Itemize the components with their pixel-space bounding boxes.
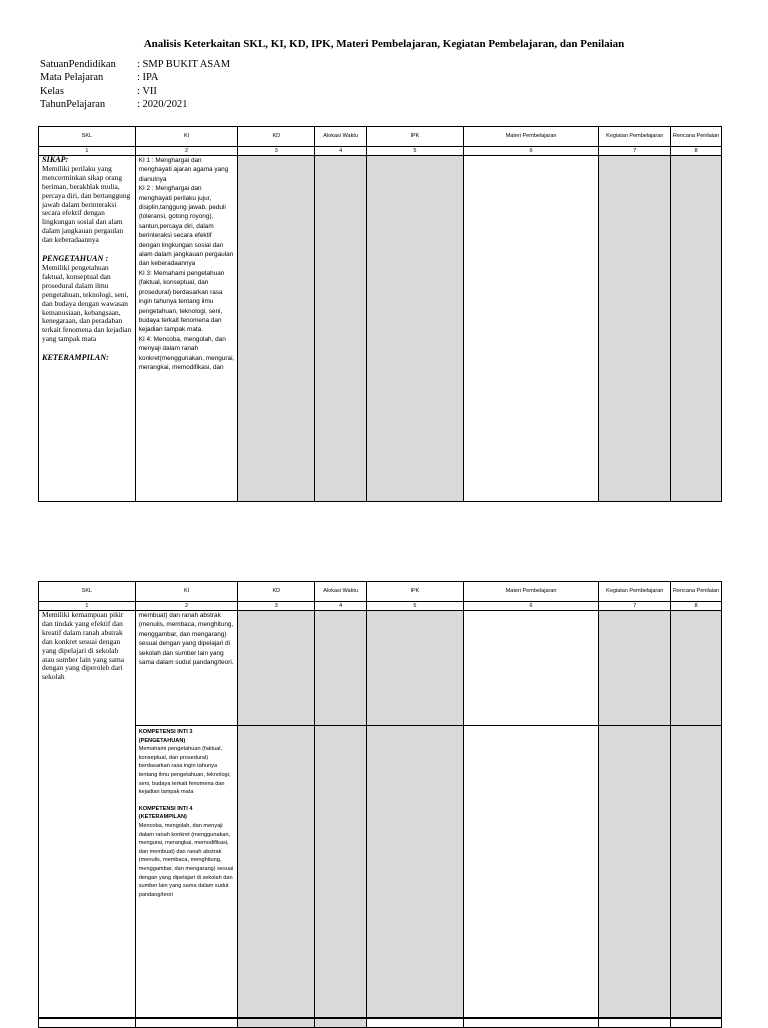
ki-competencies [136,727,238,900]
skl-pengetahuan-heading: PENGETAHUAN : [42,254,109,264]
meta-value: : IPA [137,72,159,84]
skl-cell [39,611,136,1017]
meta-row-satuan [40,58,230,71]
meta-value: : SMP BUKIT ASAM [137,59,231,70]
meta-row-tahun [40,98,230,111]
column-number: 5 [367,602,464,610]
header-kegiatan: Kegiatan Pembelajaran [599,127,671,146]
header-alokasi: Alokasi Waktu [315,582,367,601]
skl-sikap-text: Memiliki perilaku yang mencerminkan sikap orang beriman, berakhlak mulia, percaya diri, dan bertanggung jawab dalam berinteraksi secara efektif dengan lingkungan sosial dan alam dalam jangkauan pergaulan dan keberadaannya [42,163,131,245]
column-number: 6 [464,602,600,610]
meta-label: Mata Pelajaran [40,72,104,84]
alokasi-cell [315,156,367,501]
analysis-table-1 [38,126,722,502]
column-number: 1 [39,147,136,155]
ki3-text: KI 3: Memahami pengetahuan (faktual, konseptual, dan prosedural) berdasarkan rasa ingin tahunya tentang ilmu pengetahuan, teknologi, seni, budaya terkait fenomena dan kejadian tampak mata. [138,269,225,334]
header-kd: KD [238,127,315,146]
skl-text [39,611,135,682]
header-skl: SKL [39,582,136,601]
column-number: 7 [599,147,671,155]
header-ki: KI [136,582,239,601]
ki-cell [136,156,239,501]
table-row [38,156,722,502]
column-number: 8 [694,148,698,154]
header-materi: Materi Pembelajaran [464,582,600,601]
meta-row-kelas [40,85,230,98]
column-number: 7 [599,602,671,610]
meta-row-mapel [40,71,230,84]
document-title: Analisis Keterkaitan SKL, KI, KD, IPK, Materi Pembelajaran, Kegiatan Pembelajaran, dan Penilaian [143,38,625,50]
column-number: 8 [694,603,698,609]
column-number: 5 [367,147,464,155]
header-penilaian: Rencana Penilaian [673,133,720,139]
ki4-text: KI 4: Mencoba, mengolah, dan menyaji dalam ranah konkret(menggunakan, mengurai, merangkai, memodifikasi, dan [138,335,235,371]
ki3-text: Memahami pengetahuan (faktual, konseptual, dan prosedural) berdasarkan rasa ingin tahunya tentang ilmu pengetahuan, teknologi, seni, budaya terkait fenomena dan kejadian tampak mata [138,746,231,796]
column-number: 3 [238,147,315,155]
kd-cell [238,611,315,1017]
header-kegiatan: Kegiatan Pembelajaran [599,582,671,601]
header-materi: Materi Pembelajaran [464,127,600,146]
column-number: 3 [238,602,315,610]
skl-pengetahuan-text: Memiliki pengetahuan faktual, konseptual dan prosedural dalam ilmu pengetahuan, teknologi, seni, dan budaya dengan wawasan kemanusiaan, kebangsaan, kenegaraan, dan peradaban terkait fenomena dan kejadian yang tampak mata [42,262,132,344]
header-kd: KD [238,582,315,601]
materi-cell [464,611,600,1017]
column-number: 4 [315,147,367,155]
skl-text [39,156,135,363]
materi-cell [464,156,600,501]
table-header [38,126,722,147]
penilaian-cell [671,611,721,1017]
skl-cell [39,156,136,501]
meta-label: SatuanPendidikan [40,59,116,70]
ki4-text: Mencoba, mengolah, dan menyaji dalam ranah konkret (menggunakan, mengurai, merangkai, memodifikasi, dan membuat) dan ranah abstrak (menulis, membaca, menghitung, menggambar, dan mengarang) sesuai dengan yang dipelajari di sekolah dan sumber lain yang sama dalam sudut pandang/teori [138,822,234,898]
penilaian-cell [671,156,721,501]
header-ki: KI [136,127,239,146]
ki3-heading: KOMPETENSI INTI 3 (PENGETAHUAN) [138,729,193,744]
ki4-heading: KOMPETENSI INTI 4 (KETERAMPILAN) [138,805,193,821]
table-number-row [38,147,722,156]
header-alokasi: Alokasi Waktu [315,127,367,146]
document-meta [40,58,230,111]
column-number: 4 [315,602,367,610]
skl-sikap-heading: SIKAP: [42,156,69,164]
header-penilaian: Rencana Penilaian [673,588,720,594]
ki1-text: KI 1 : Menghargai dan menghayati ajaran agama yang dianutnya [138,157,229,183]
ki-cell [136,611,239,1017]
meta-value: : VII [137,85,157,97]
analysis-table-2 [38,581,722,1018]
table-number-row [38,602,722,611]
header-ipk: IPK [367,582,464,601]
alokasi-cell [315,611,367,1017]
column-number: 1 [39,602,136,610]
meta-value: : 2020/2021 [137,98,188,110]
ipk-cell [367,156,464,501]
table-row-cutoff [38,1018,722,1028]
table-header [38,581,722,602]
column-number: 2 [136,602,239,610]
column-number: 2 [136,147,239,155]
skl-keterampilan-heading: KETERAMPILAN: [42,353,109,363]
skl-keterampilan-text: Memiliki kemampuan pikir dan tindak yang efektif dan kreatif dalam ranah abstrak dan konkret sesuai dengan yang dipelajari di sekolah atau sumber lain yang sama dengan yang diperoleh dari sekolah [42,611,125,682]
header-ipk: IPK [367,127,464,146]
ipk-cell [367,611,464,1017]
header-skl: SKL [39,127,136,146]
kegiatan-cell [599,611,671,1017]
ki2-text: KI 2 : Menghargai dan menghayati perilaku jujur, disiplin,tanggung jawab, peduli (toleransi, gotong royong), santun,percaya diri, dalam berinteraksi secara efektif dengan lingkungan sosial dan alam dalam jangkauan pergaulan dan keberadaannya [138,185,234,268]
kegiatan-cell [599,156,671,501]
ki-text [136,156,238,372]
column-number: 6 [464,147,600,155]
table-row [38,611,722,1018]
meta-label: TahunPelajaran [40,98,106,110]
ki-continuation: membuat) dan ranah abstrak (menulis, membaca, menghitung, menggambar, dan mengarang) sesuai dengan yang dipelajari di sekolah dan sumber lain yang sama dalam sudut pandang/teori. [138,612,234,667]
kd-cell [238,156,315,501]
meta-label: Kelas [40,85,64,97]
